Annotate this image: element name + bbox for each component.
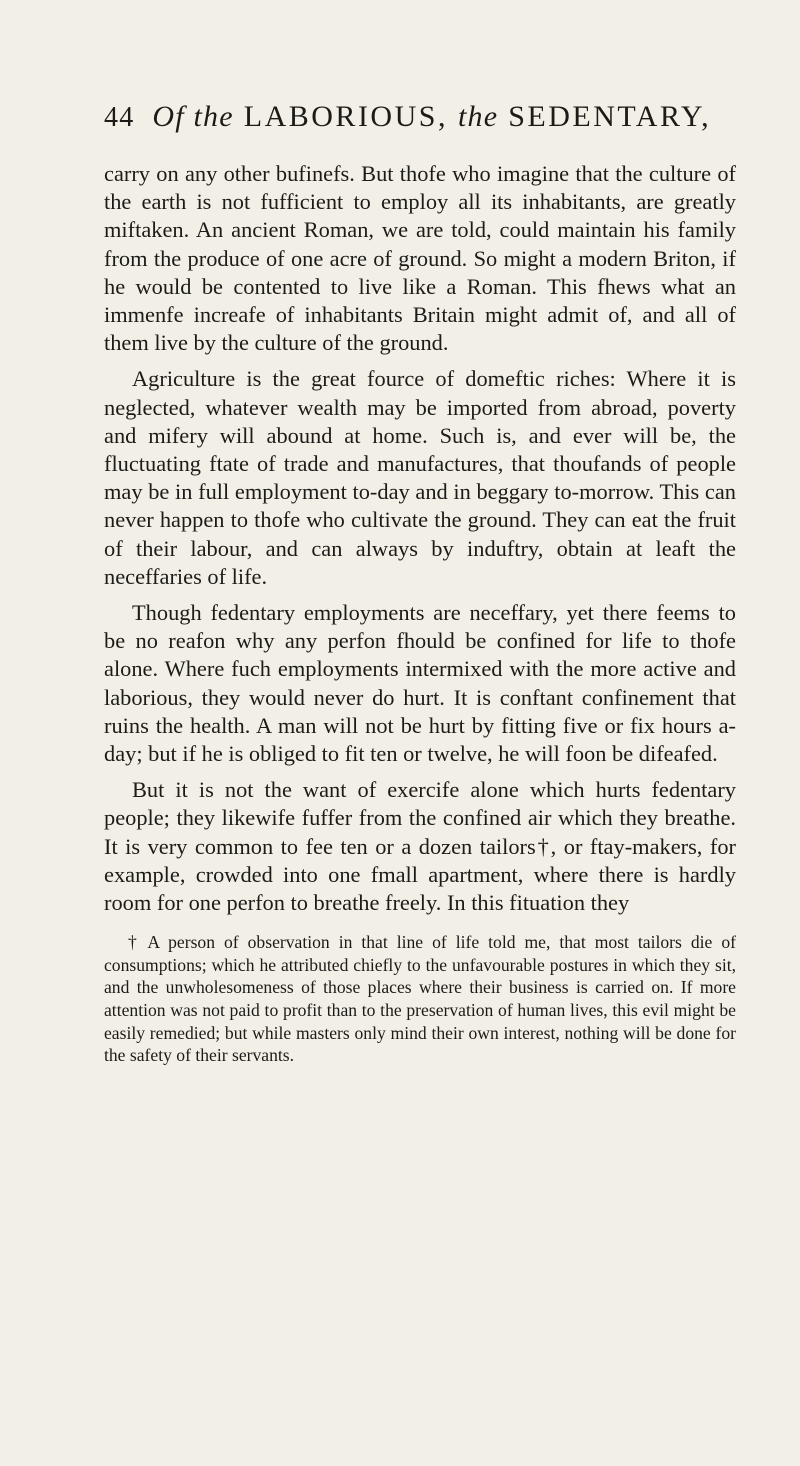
paragraph-3: Though fedentary employments are neceffary, yet there feems to be no reafon why any perfon fhould be confined for life to thofe alone. Where fuch employments intermixed with the more active and laborious, they would never do hurt. It is conftant confinement that ruins the health. A man will not be hurt by fitting five or fix hours a-day; but if he is obliged to fit ten or twelve, he will foon be difeafed.: [104, 600, 736, 767]
running-title-part4: SEDENTARY,: [508, 100, 712, 133]
running-head: [104, 100, 736, 134]
footnote: [104, 931, 736, 1067]
body-text: [104, 160, 736, 917]
page-number: 44: [104, 102, 135, 133]
running-title-part1: Of the: [152, 100, 234, 133]
footnote-mark: †: [128, 932, 142, 953]
footnote-text: A person of observation in that line of life told me, that most tailors die of consumptions; which he attributed chiefly to the unfavourable postures in which they sit, and the unwholesomeness of those places where their business is carried on. If more attention was not paid to profit than to the preservation of human lives, this evil might be easily remedied; but while masters only mind their own interest, nothing will be done for the safety of their servants.: [104, 932, 736, 1066]
paragraph-2: Agriculture is the great fource of domeftic riches: Where it is neglected, whatever wealth may be imported from abroad, poverty and mifery will abound at home. Such is, and ever will be, the fluctuating ftate of trade and manufactures, that thoufands of people may be in full employment to-day and in beggary to-morrow. This can never happen to thofe who cultivate the ground. They can eat the fruit of their labour, and can always by induftry, obtain at leaft the neceffaries of life.: [104, 366, 736, 589]
running-title: [152, 100, 711, 134]
running-title-part3: the: [457, 100, 499, 133]
paragraph-1: carry on any other bufinefs. But thofe who imagine that the culture of the earth is not fufficient to employ all its inhabitants, are greatly miftaken. An ancient Roman, we are told, could maintain his family from the produce of one acre of ground. So might a modern Briton, if he would be contented to live like a Roman. This fhews what an immenfe increafe of inhabitants Britain might admit of, and all of them live by the culture of the ground.: [104, 161, 736, 356]
running-title-part2: LABORIOUS,: [243, 100, 448, 133]
paragraph-4: But it is not the want of exercife alone which hurts fedentary people; they likewife fuffer from the confined air which they breathe. It is very common to fee ten or a dozen tailors†, or ftay-makers, for example, crowded into one fmall apartment, where there is hardly room for one perfon to breathe freely. In this fituation they: [104, 777, 736, 916]
